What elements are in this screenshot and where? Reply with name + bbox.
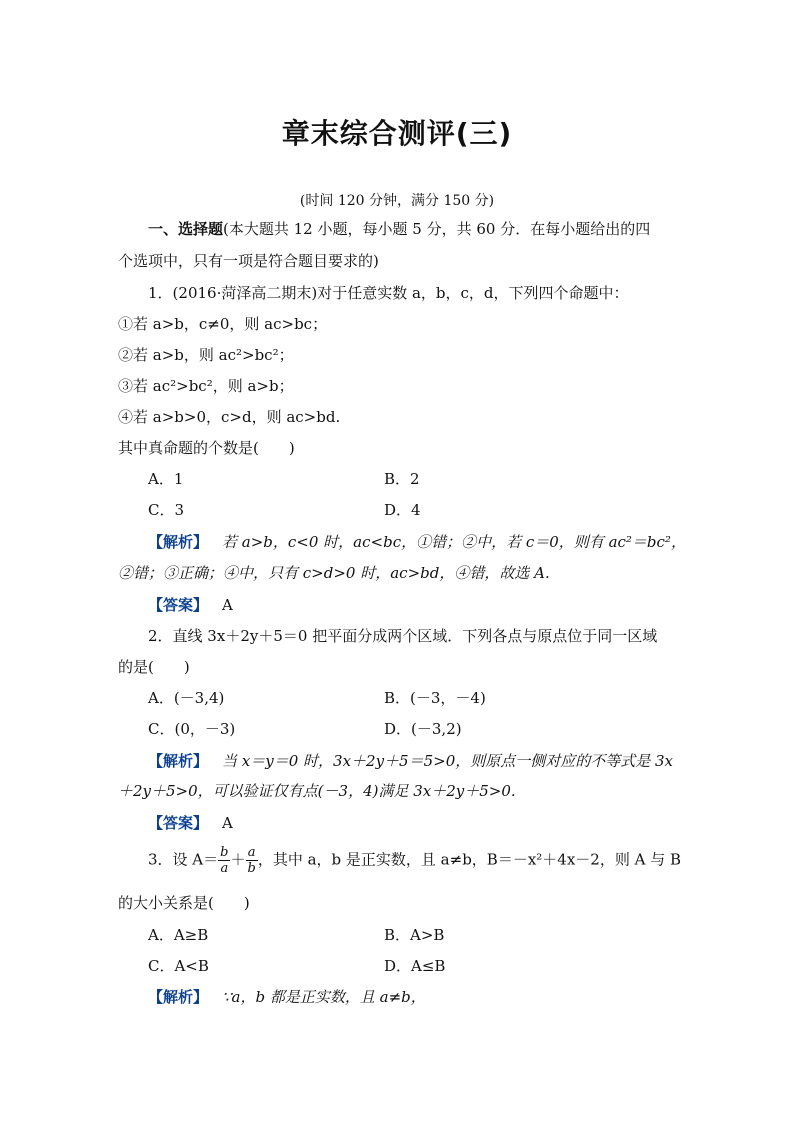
q2-option-b: B．(－3，－4) [384, 689, 486, 707]
q3-option-c: C．A<B [148, 957, 209, 975]
q1-option-c: C．3 [148, 501, 185, 519]
section-desc-1: (本大题共 12 小题，每小题 5 分，共 60 分．在每小题给出的四 [223, 220, 651, 238]
q1-stem: 1．(2016·菏泽高二期末)对于任意实数 a，b，c，d，下列四个命题中： [148, 284, 629, 302]
q3-option-b: B．A>B [384, 926, 445, 944]
q2-analysis-line-1 [148, 751, 673, 771]
q1-answer-line [148, 595, 233, 615]
fraction-denominator: b [247, 861, 256, 876]
fraction-denominator: a [220, 861, 229, 876]
q1-option-d: D．4 [384, 501, 421, 519]
q1-option-a: A．1 [148, 470, 184, 488]
q2-analysis-text-1: 当 x＝y＝0 时，3x＋2y＋5＝5>0，则原点一侧对应的不等式是 3x [222, 752, 674, 770]
q1-analysis-line-1 [148, 532, 686, 552]
fraction-numerator: a [246, 845, 258, 861]
analysis-tag: 【解析】 [148, 752, 209, 770]
answer-tag: 【答案】 [148, 596, 209, 614]
analysis-tag: 【解析】 [148, 533, 209, 551]
q1-answer: A [222, 596, 233, 614]
q2-analysis-line-2 [118, 781, 516, 801]
q2-option-c: C．(0，－3) [148, 720, 236, 738]
q1-proposition-3: ③若 ac²>bc²，则 a>b； [118, 377, 294, 395]
q3-analysis-line-1 [148, 987, 426, 1007]
fraction-numerator: b [220, 845, 229, 860]
fraction-b-over-a [218, 845, 230, 876]
q2-option-a: A．(－3,4) [148, 689, 225, 707]
answer-tag: 【答案】 [148, 814, 209, 832]
q1-question: 其中真命题的个数是( ) [118, 439, 295, 457]
q1-analysis-line-2 [118, 563, 550, 583]
q3-lead: 3．设 A＝ [148, 850, 219, 869]
q1-analysis-text-2: ②错；③正确；④中，只有 c>d>0 时，ac>bd，④错，故选 A. [118, 564, 550, 582]
q3-option-a: A．A≥B [148, 926, 209, 944]
q3-rest: ，其中 a，b 是正实数，且 a≠b，B＝－x²＋4x－2，则 A 与 B [257, 850, 681, 869]
fraction-a-over-b [246, 845, 258, 876]
q1-analysis-text-1: 若 a>b，c<0 时，ac<bc，①错；②中，若 c＝0，则有 ac²＝bc²， [222, 533, 686, 551]
q2-option-d: D．(－3,2) [384, 720, 462, 738]
q3-option-d: D．A≤B [384, 957, 446, 975]
q1-proposition-1: ①若 a>b，c≠0，则 ac>bc； [118, 315, 328, 333]
q1-option-b: B．2 [384, 470, 420, 488]
q2-stem-1: 2．直线 3x＋2y＋5＝0 把平面分成两个区域．下列各点与原点位于同一区域 [148, 627, 658, 645]
q1-proposition-2: ②若 a>b，则 ac²>bc²； [118, 346, 294, 364]
q3-stem-1 [148, 845, 681, 876]
q1-proposition-4: ④若 a>b>0，c>d，则 ac>bd. [118, 408, 341, 426]
analysis-tag: 【解析】 [148, 988, 209, 1006]
q3-stem-2: 的大小关系是( ) [118, 894, 250, 912]
q2-answer: A [222, 814, 233, 832]
section-heading-line [148, 219, 650, 239]
q3-analysis-text-1: ∵a，b 都是正实数，且 a≠b， [222, 988, 426, 1006]
q2-answer-line [148, 813, 233, 833]
q2-stem-2: 的是( ) [118, 658, 190, 676]
page-title: 章末综合测评(三) [281, 117, 513, 150]
section-heading: 一、选择题 [148, 220, 224, 238]
q2-analysis-text-2: ＋2y＋5>0，可以验证仅有点(－3，4)满足 3x＋2y＋5>0. [118, 782, 516, 800]
plus-sign: ＋ [230, 850, 246, 869]
section-desc-2: 个选项中，只有一项是符合题目要求的) [118, 252, 379, 270]
time-score-note: (时间 120 分钟，满分 150 分) [299, 193, 495, 209]
